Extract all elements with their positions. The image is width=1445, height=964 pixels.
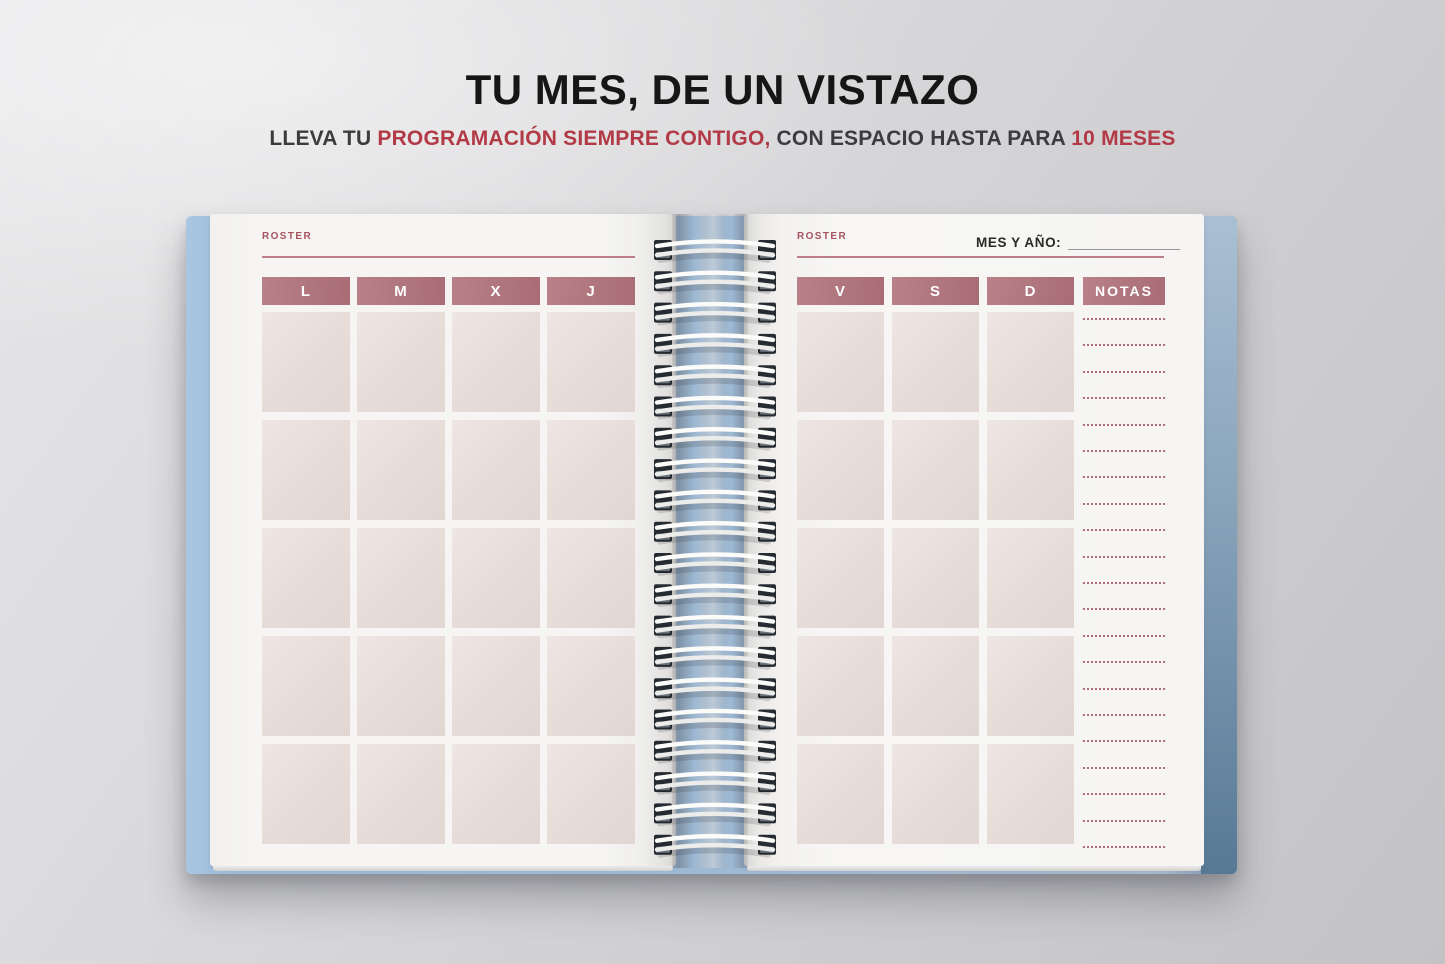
subtitle-part: 10 MESES [1071,127,1176,150]
calendar-cell [892,744,979,844]
calendar-cell [987,528,1074,628]
day-header-v: V [797,277,884,305]
planner-notebook [186,214,1237,876]
calendar-cell [262,744,350,844]
notes-dotted-line [1083,318,1165,320]
notes-dotted-line [1083,661,1165,663]
calendar-cell [547,636,635,736]
spiral-coil [654,553,776,573]
calendar-cell [452,744,540,844]
month-year-field [976,235,1180,250]
calendar-cell [547,528,635,628]
notes-dotted-line [1083,846,1165,848]
notes-dotted-line [1083,397,1165,399]
roster-label-right: ROSTER [797,231,848,242]
notes-dotted-line [1083,424,1165,426]
spiral-coil [654,428,776,448]
subtitle-part: PROGRAMACIÓN SIEMPRE CONTIGO, [377,127,771,150]
spiral-coil [654,459,776,479]
calendar-cell [357,420,445,520]
calendar-cell [987,420,1074,520]
spiral-coil [654,772,776,792]
spiral-coil [654,522,776,542]
spiral-coil [654,616,776,636]
notes-header: NOTAS [1083,277,1165,305]
calendar-cell [262,312,350,412]
day-header-s: S [892,277,979,305]
calendar-cell [892,420,979,520]
spiral-coil [654,678,776,698]
spiral-coil [654,803,776,823]
spiral-coil [654,397,776,417]
left-day-headers [262,277,635,305]
headline [0,66,1445,151]
calendar-cell [892,636,979,736]
notebook-cover-right-edge [1201,216,1237,874]
spiral-coil [654,584,776,604]
notes-dotted-line [1083,556,1165,558]
calendar-cell [987,744,1074,844]
notes-dotted-line [1083,344,1165,346]
calendar-cell [987,636,1074,736]
day-header-m: M [357,277,445,305]
roster-label-left: ROSTER [262,231,313,242]
calendar-cell [547,420,635,520]
calendar-cell [797,744,884,844]
calendar-cell [892,528,979,628]
calendar-cell [547,744,635,844]
right-month-grid [797,312,1074,844]
spiral-coil [654,271,776,291]
month-year-blank-line [1068,237,1180,250]
notes-dotted-line [1083,820,1165,822]
notes-dotted-line [1083,740,1165,742]
spiral-binding-icon [640,214,790,866]
spiral-coil [654,490,776,510]
calendar-cell [797,420,884,520]
calendar-cell [987,312,1074,412]
notes-dotted-line [1083,793,1165,795]
spiral-coil [654,741,776,761]
calendar-cell [797,312,884,412]
notes-dotted-line [1083,529,1165,531]
spiral-coil [654,365,776,385]
calendar-cell [452,420,540,520]
calendar-cell [262,636,350,736]
notes-dotted-line [1083,767,1165,769]
spiral-coil [654,647,776,667]
notes-dotted-line [1083,476,1165,478]
left-month-grid [262,312,635,844]
notes-dotted-line [1083,688,1165,690]
notes-dotted-line [1083,503,1165,505]
page-subtitle [0,127,1445,151]
calendar-cell [452,528,540,628]
calendar-cell [357,744,445,844]
calendar-cell [797,528,884,628]
calendar-cell [357,528,445,628]
notes-dotted-line [1083,608,1165,610]
notes-lines-column [1083,312,1165,852]
calendar-cell [892,312,979,412]
left-page [210,214,676,866]
calendar-cell [452,312,540,412]
day-header-l: L [262,277,350,305]
calendar-cell [262,420,350,520]
day-header-d: D [987,277,1074,305]
notes-dotted-line [1083,450,1165,452]
notes-dotted-line [1083,582,1165,584]
calendar-cell [357,312,445,412]
spiral-coil [654,835,776,855]
page-title: TU MES, DE UN VISTAZO [465,66,980,113]
notes-dotted-line [1083,714,1165,716]
header-rule-right [797,256,1164,258]
spiral-coil [654,710,776,730]
right-day-headers [797,277,1074,305]
subtitle-part: CON ESPACIO HASTA PARA [770,127,1072,150]
notes-dotted-line [1083,371,1165,373]
day-header-x: X [452,277,540,305]
calendar-cell [797,636,884,736]
right-page [744,214,1204,866]
calendar-cell [357,636,445,736]
spiral-coil [654,303,776,323]
day-header-j: J [547,277,635,305]
spiral-coil [654,334,776,354]
notes-dotted-line [1083,635,1165,637]
month-year-label: MES Y AÑO: [976,235,1062,250]
calendar-cell [262,528,350,628]
calendar-cell [452,636,540,736]
subtitle-part: LLEVA TU [269,127,378,150]
header-rule-left [262,256,635,258]
calendar-cell [547,312,635,412]
spiral-coil [654,240,776,260]
